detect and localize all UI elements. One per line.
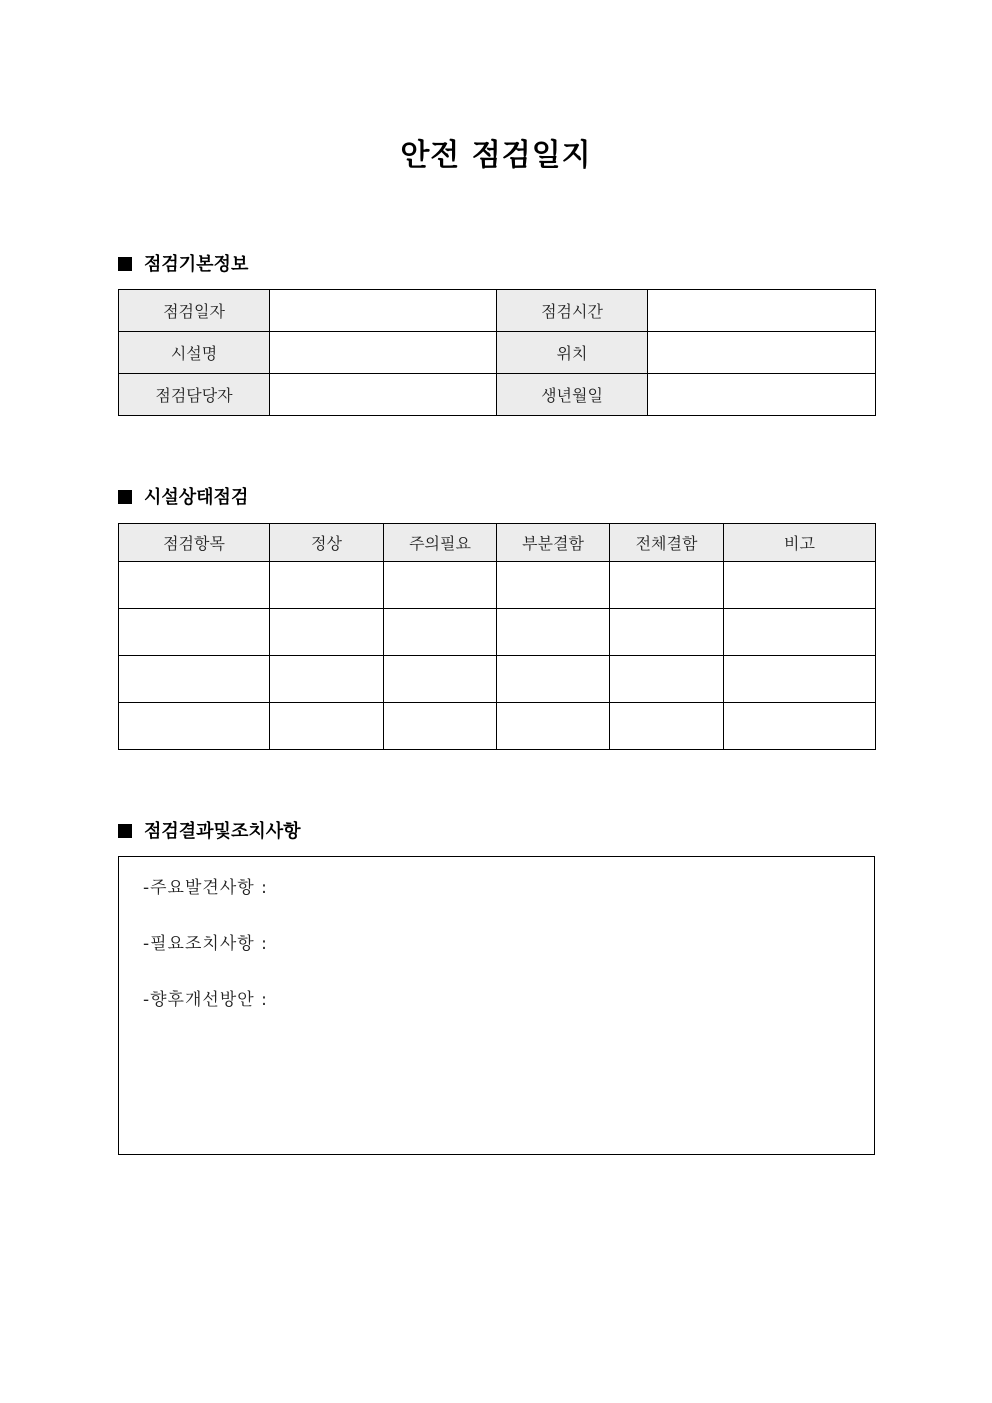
table-cell[interactable] <box>119 656 270 703</box>
column-header-caution: 주의필요 <box>384 524 497 562</box>
facility-status-table <box>118 523 876 750</box>
column-header-remarks: 비고 <box>724 524 876 562</box>
label-facility-name: 시설명 <box>119 332 270 374</box>
column-header-normal: 정상 <box>270 524 384 562</box>
section-heading-results <box>118 819 301 845</box>
square-bullet-icon <box>118 257 132 271</box>
table-cell[interactable] <box>724 609 876 656</box>
table-cell[interactable] <box>270 703 384 750</box>
label-location: 위치 <box>497 332 648 374</box>
section-heading-text: 점검결과및조치사항 <box>144 821 301 842</box>
table-cell[interactable] <box>384 703 497 750</box>
table-cell[interactable] <box>119 609 270 656</box>
result-line-required-actions: -필요조치사항 : <box>143 934 268 954</box>
table-cell[interactable] <box>270 609 384 656</box>
table-cell[interactable] <box>610 609 724 656</box>
table-cell[interactable] <box>724 562 876 609</box>
inspection-time-field[interactable] <box>648 290 876 332</box>
table-cell[interactable] <box>610 703 724 750</box>
table-cell[interactable] <box>119 562 270 609</box>
result-line-key-findings: -주요발견사항 : <box>143 878 268 898</box>
table-cell[interactable] <box>610 562 724 609</box>
results-box[interactable] <box>118 856 875 1155</box>
table-row <box>119 332 876 374</box>
table-cell[interactable] <box>384 562 497 609</box>
table-cell[interactable] <box>384 656 497 703</box>
facility-name-field[interactable] <box>270 332 497 374</box>
inspection-date-field[interactable] <box>270 290 497 332</box>
location-field[interactable] <box>648 332 876 374</box>
table-cell[interactable] <box>610 656 724 703</box>
square-bullet-icon <box>118 824 132 838</box>
square-bullet-icon <box>118 490 132 504</box>
table-cell[interactable] <box>119 703 270 750</box>
page-title: 안전 점검일지 <box>400 138 592 173</box>
section-heading-text: 시설상태점검 <box>144 487 249 508</box>
table-cell[interactable] <box>497 703 610 750</box>
table-cell[interactable] <box>724 656 876 703</box>
table-cell[interactable] <box>724 703 876 750</box>
table-cell[interactable] <box>497 609 610 656</box>
table-row <box>119 703 876 750</box>
column-header-item: 점검항목 <box>119 524 270 562</box>
table-row <box>119 374 876 416</box>
table-cell[interactable] <box>270 656 384 703</box>
inspector-field[interactable] <box>270 374 497 416</box>
label-inspection-time: 점검시간 <box>497 290 648 332</box>
label-inspector: 점검담당자 <box>119 374 270 416</box>
result-line-future-improvements: -향후개선방안 : <box>143 990 268 1010</box>
table-row <box>119 290 876 332</box>
table-cell[interactable] <box>497 562 610 609</box>
table-header-row <box>119 524 876 562</box>
section-heading-basic-info <box>118 252 248 278</box>
table-row <box>119 609 876 656</box>
basic-info-table <box>118 289 876 416</box>
table-cell[interactable] <box>384 609 497 656</box>
table-row <box>119 562 876 609</box>
table-cell[interactable] <box>497 656 610 703</box>
table-cell[interactable] <box>270 562 384 609</box>
column-header-partial-defect: 부분결함 <box>497 524 610 562</box>
birth-date-field[interactable] <box>648 374 876 416</box>
label-birth-date: 생년월일 <box>497 374 648 416</box>
section-heading-facility-status <box>118 485 248 511</box>
column-header-total-defect: 전체결함 <box>610 524 724 562</box>
table-row <box>119 656 876 703</box>
label-inspection-date: 점검일자 <box>119 290 270 332</box>
section-heading-text: 점검기본정보 <box>144 254 249 275</box>
